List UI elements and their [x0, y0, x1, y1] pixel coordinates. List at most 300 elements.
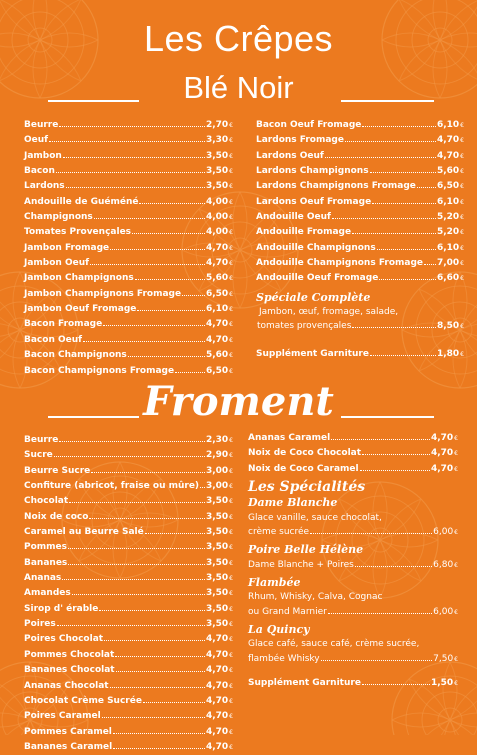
- menu-row: [24, 663, 233, 678]
- menu-row: [24, 433, 233, 448]
- rule-left-top: [48, 100, 139, 102]
- dot-leader: [132, 233, 205, 234]
- menu-row: [24, 694, 233, 709]
- item-name: Jambon: [24, 150, 62, 161]
- menu-row: [24, 333, 233, 348]
- item-price: 3,50: [205, 573, 229, 584]
- dame-blanche-line2: crème sucrée: [248, 527, 310, 538]
- item-name: Jambon Champignons Fromage: [24, 288, 182, 299]
- la-quincy-row: flambée Whisky 7,50€: [248, 652, 458, 667]
- item-price: 5,60: [205, 273, 229, 284]
- currency-symbol: €: [229, 352, 233, 360]
- dot-leader: [72, 594, 205, 595]
- dot-leader: [372, 203, 436, 204]
- currency-symbol: €: [229, 437, 233, 444]
- dot-leader: [332, 218, 436, 219]
- menu-row: [256, 210, 464, 225]
- currency-symbol: €: [460, 275, 464, 283]
- item-name: Lardons: [24, 181, 65, 192]
- item-price: 4,00: [205, 212, 229, 223]
- dot-leader: [352, 233, 436, 234]
- currency-symbol: €: [229, 605, 233, 613]
- item-price: 6,50: [205, 288, 229, 299]
- menu-row: [24, 725, 233, 740]
- la-quincy-title: La Quincy: [248, 623, 310, 637]
- flambee-line1: Rhum, Whisky, Calva, Cognac: [248, 592, 383, 603]
- dot-leader: [59, 441, 205, 442]
- item-price: 3,50: [205, 557, 229, 568]
- dot-leader: [57, 625, 205, 626]
- item-price: 3,50: [205, 166, 229, 177]
- item-name: Lardons Champignons Fromage: [256, 181, 416, 192]
- item-name: Andouille Champignons Fromage: [256, 258, 424, 269]
- currency-symbol: €: [229, 467, 233, 475]
- dot-leader: [362, 126, 436, 127]
- dot-leader: [115, 656, 205, 657]
- dot-leader: [59, 126, 205, 127]
- menu-row: [24, 133, 233, 148]
- item-name: Bacon Fromage: [24, 319, 103, 330]
- item-name: Beurre: [24, 120, 59, 130]
- la-quincy-line2: flambée Whisky: [248, 653, 320, 664]
- item-name: Jambon Champignons: [24, 273, 134, 284]
- currency-symbol: €: [229, 559, 233, 567]
- dot-leader: [62, 579, 205, 580]
- currency-symbol: €: [460, 183, 464, 191]
- dot-leader: [63, 157, 205, 158]
- currency-symbol: €: [229, 590, 233, 598]
- item-price: 4,70: [205, 695, 229, 706]
- dot-leader: [103, 325, 205, 326]
- currency-symbol: €: [229, 336, 233, 344]
- menu-row: [24, 494, 233, 509]
- menu-row: [24, 510, 233, 525]
- dot-leader: [113, 733, 205, 734]
- currency-symbol: €: [229, 728, 233, 736]
- dot-leader: [137, 310, 205, 311]
- item-price: 3,00: [205, 465, 229, 476]
- flambee-line2: ou Grand Marnier: [248, 606, 327, 617]
- dot-leader: [128, 356, 205, 357]
- item-name: Sucre: [24, 450, 53, 461]
- dot-leader: [66, 187, 205, 188]
- dot-leader: [110, 687, 205, 688]
- menu-row: [24, 648, 233, 663]
- currency-symbol: €: [229, 513, 233, 521]
- item-name: Sirop d' érable: [24, 603, 99, 614]
- menu-row: [24, 302, 233, 317]
- currency-symbol: €: [229, 122, 233, 129]
- item-price: 5,60: [436, 166, 460, 177]
- currency-symbol: €: [454, 450, 458, 458]
- dot-leader: [360, 470, 430, 471]
- dot-leader: [325, 157, 436, 158]
- currency-symbol: €: [229, 244, 233, 252]
- menu-row: [24, 571, 233, 586]
- menu-row: [256, 164, 464, 179]
- currency-symbol: €: [460, 168, 464, 176]
- item-name: Bananes Caramel: [24, 741, 113, 752]
- rule-left-froment: [48, 416, 139, 418]
- flambee-row: ou Grand Marnier 6,00€: [248, 605, 458, 620]
- speciale-line2: tomates provençales: [257, 321, 352, 332]
- dot-leader: [54, 456, 205, 457]
- currency-symbol: €: [229, 229, 233, 237]
- speciale-complete: [256, 291, 464, 335]
- dot-leader: [175, 372, 205, 373]
- poire-belle-helene-title: Poire Belle Hélène: [248, 543, 364, 557]
- menu-row: [24, 179, 233, 194]
- item-name: Lardons Fromage: [256, 135, 344, 146]
- menu-row: [256, 133, 464, 148]
- ble-noir-left-list: [24, 118, 233, 379]
- item-price: 4,70: [205, 680, 229, 691]
- item-price: 3,50: [205, 588, 229, 599]
- currency-symbol: €: [460, 152, 464, 160]
- menu-row: [24, 317, 233, 332]
- item-price: 2,70: [205, 120, 229, 130]
- froment-right-list: [248, 431, 458, 692]
- currency-symbol: €: [229, 152, 233, 160]
- item-price: 4,70: [436, 135, 460, 146]
- item-name: Chocolat Crème Sucrée: [24, 695, 142, 706]
- currency-symbol: €: [229, 651, 233, 659]
- dot-leader: [182, 295, 205, 296]
- item-name: Confiture (abricot, fraise ou mûre): [24, 481, 200, 492]
- item-price: 4,70: [205, 319, 229, 330]
- item-price: 6,50: [205, 365, 229, 376]
- dot-leader: [68, 548, 205, 549]
- menu-row: [24, 164, 233, 179]
- item-name: Noix de Coco Caramel: [248, 463, 359, 474]
- dot-leader: [116, 671, 205, 672]
- menu-row: [24, 225, 233, 240]
- rule-right-froment: [341, 416, 434, 418]
- item-price: 4,70: [205, 665, 229, 676]
- item-price: 2,90: [205, 450, 229, 461]
- menu-row: [24, 287, 233, 302]
- item-name: Bacon Oeuf: [24, 334, 83, 345]
- dot-leader: [89, 518, 204, 519]
- la-quincy-line1: Glace café, sauce café, crème sucrée,: [248, 639, 420, 650]
- dot-leader: [345, 141, 436, 142]
- menu-row: [24, 195, 233, 210]
- item-price: 6,10: [436, 196, 460, 207]
- menu-row: [24, 709, 233, 724]
- currency-symbol: €: [229, 483, 233, 491]
- menu-row: [24, 479, 233, 494]
- dot-leader: [104, 640, 205, 641]
- ble-noir-right-list: [256, 118, 464, 362]
- menu-row: [24, 348, 233, 363]
- currency-symbol: €: [460, 229, 464, 237]
- supplement-ble-name: Supplément Garniture: [256, 348, 369, 359]
- currency-symbol: €: [460, 214, 464, 222]
- flambee-price: 6,00: [433, 606, 454, 617]
- currency-symbol: €: [229, 636, 233, 644]
- item-name: Pommes Chocolat: [24, 649, 115, 660]
- dot-leader: [99, 610, 205, 611]
- dot-leader: [83, 341, 205, 342]
- menu-row: [24, 464, 233, 479]
- speciale-title: Spéciale Complète: [256, 290, 371, 304]
- item-price: 5,20: [436, 227, 460, 238]
- menu-row: [256, 256, 464, 271]
- item-name: Bacon: [24, 166, 55, 177]
- currency-symbol: €: [229, 306, 233, 314]
- item-price: 4,70: [205, 711, 229, 722]
- supplement-froment-row: Supplément Garniture 1,50€: [248, 676, 458, 691]
- supplement-froment-price: 1,50: [430, 678, 454, 689]
- item-name: Oeuf: [24, 135, 49, 146]
- dame-blanche-row: crème sucrée 6,00€: [248, 525, 458, 540]
- item-price: 3,50: [205, 619, 229, 630]
- currency-symbol: €: [229, 529, 233, 537]
- item-price: 4,70: [430, 433, 454, 443]
- item-name: Andouille Fromage: [256, 227, 352, 238]
- item-price: 3,50: [205, 181, 229, 192]
- item-price: 4,70: [436, 150, 460, 161]
- menu-row: [256, 225, 464, 240]
- menu-row: [24, 540, 233, 555]
- menu-row: [24, 556, 233, 571]
- currency-symbol: €: [229, 168, 233, 176]
- poire-belle-helene-row: Dame Blanche + Poires 6,80€: [248, 558, 458, 573]
- item-price: 3,50: [205, 603, 229, 614]
- menu-row: [24, 679, 233, 694]
- currency-symbol: €: [229, 198, 233, 206]
- item-price: 5,20: [436, 212, 460, 223]
- currency-symbol: €: [229, 367, 233, 375]
- item-name: Ananas Chocolat: [24, 680, 109, 691]
- menu-row: [24, 271, 233, 286]
- item-name: Bananes Chocolat: [24, 665, 115, 676]
- froment-left-list: [24, 433, 233, 755]
- item-name: Ananas: [24, 573, 62, 584]
- menu-row: [256, 195, 464, 210]
- item-price: 4,70: [205, 741, 229, 752]
- currency-symbol: €: [460, 137, 464, 145]
- dame-blanche-title: Dame Blanche: [248, 496, 338, 510]
- currency-symbol: €: [460, 244, 464, 252]
- currency-symbol: €: [460, 122, 464, 129]
- menu-row: [24, 617, 233, 632]
- item-name: Poires Caramel: [24, 711, 101, 722]
- menu-row: [256, 149, 464, 164]
- dot-leader: [69, 502, 205, 503]
- currency-symbol: €: [454, 465, 458, 473]
- currency-symbol: €: [229, 275, 233, 283]
- dot-leader: [143, 702, 205, 703]
- currency-symbol: €: [229, 321, 233, 329]
- menu-row: [24, 525, 233, 540]
- item-name: Lardons Oeuf Fromage: [256, 196, 372, 207]
- item-price: 4,70: [205, 334, 229, 345]
- menu-row: [24, 740, 233, 755]
- currency-symbol: €: [454, 435, 458, 442]
- dot-leader: [362, 454, 430, 455]
- dot-leader: [113, 748, 205, 749]
- menu-row: [248, 446, 458, 461]
- dot-leader: [417, 187, 436, 188]
- item-name: Pommes: [24, 542, 67, 553]
- item-price: 3,50: [205, 496, 229, 507]
- menu-row: [256, 241, 464, 256]
- currency-symbol: €: [460, 260, 464, 268]
- item-price: 6,10: [436, 242, 460, 253]
- dot-leader: [94, 218, 205, 219]
- supplement-ble-row: Supplément Garniture 1,80€: [256, 347, 464, 362]
- specialites-title: Les Spécialités: [248, 479, 366, 496]
- currency-symbol: €: [229, 260, 233, 268]
- dot-leader: [424, 264, 436, 265]
- currency-symbol: €: [229, 697, 233, 705]
- item-price: 4,70: [205, 649, 229, 660]
- item-name: Champignons: [24, 212, 93, 223]
- rule-right-top: [341, 100, 434, 102]
- currency-symbol: €: [229, 713, 233, 721]
- menu-row: [24, 118, 233, 133]
- dot-leader: [379, 279, 436, 280]
- item-price: 4,70: [430, 463, 454, 474]
- item-price: 4,70: [205, 242, 229, 253]
- item-price: 3,50: [205, 150, 229, 161]
- item-name: Andouille Oeuf Fromage: [256, 273, 379, 284]
- flambee-title: Flambée: [248, 576, 301, 590]
- item-name: Andouille de Guéméné: [24, 196, 139, 207]
- dot-leader: [377, 249, 436, 250]
- menu-row: [256, 118, 464, 133]
- dot-leader: [200, 487, 205, 488]
- title-froment: Froment: [143, 378, 334, 425]
- item-name: Andouille Oeuf: [256, 212, 331, 223]
- menu-row: [24, 149, 233, 164]
- item-price: 3,50: [205, 511, 229, 522]
- menu-row: [248, 462, 458, 477]
- item-price: 6,50: [436, 181, 460, 192]
- menu-row: [24, 256, 233, 271]
- item-name: Poires: [24, 619, 56, 630]
- item-name: Bananes: [24, 557, 68, 568]
- currency-symbol: €: [460, 198, 464, 206]
- currency-symbol: €: [229, 214, 233, 222]
- speciale-line1: Jambon, œuf, fromage, salade,: [259, 307, 399, 318]
- item-price: 4,00: [205, 196, 229, 207]
- speciale-price: 8,50: [436, 321, 460, 332]
- speciale-row: tomates provençales 8,50€: [256, 319, 464, 334]
- item-price: 6,10: [205, 304, 229, 315]
- item-name: Chocolat: [24, 496, 69, 507]
- item-name: Poires Chocolat: [24, 634, 104, 645]
- dot-leader: [102, 717, 205, 718]
- title-les-crepes: Les Crêpes: [143, 18, 334, 59]
- item-price: 4,70: [205, 726, 229, 737]
- dot-leader: [139, 203, 204, 204]
- item-name: Lardons Champignons: [256, 166, 369, 177]
- supplement-froment-name: Supplément Garniture: [248, 678, 361, 689]
- item-price: 6,60: [436, 273, 460, 284]
- item-name: Beurre: [24, 435, 59, 445]
- currency-symbol: €: [229, 137, 233, 145]
- item-price: 4,70: [205, 634, 229, 645]
- item-name: Beurre Sucre: [24, 465, 91, 476]
- item-name: Bacon Oeuf Fromage: [256, 120, 362, 130]
- menu-row: [24, 210, 233, 225]
- menu-row: [24, 602, 233, 617]
- menu-row: [24, 632, 233, 647]
- currency-symbol: €: [229, 183, 233, 191]
- dame-blanche-price: 6,00: [433, 527, 454, 538]
- item-price: 6,10: [436, 120, 460, 130]
- currency-symbol: €: [229, 575, 233, 583]
- supplement-ble-price: 1,80: [436, 348, 460, 359]
- currency-symbol: €: [229, 290, 233, 298]
- item-name: Noix de coco: [24, 511, 89, 522]
- dame-blanche-line1: Glace vanille, sauce chocolat,: [248, 512, 382, 523]
- item-name: Bacon Champignons Fromage: [24, 365, 175, 376]
- item-name: Jambon Oeuf: [24, 258, 90, 269]
- menu-row: [256, 179, 464, 194]
- item-name: Lardons Oeuf: [256, 150, 324, 161]
- item-price: 5,60: [205, 350, 229, 361]
- item-name: Tomates Provençales: [24, 227, 132, 238]
- item-price: 3,30: [205, 135, 229, 146]
- dot-leader: [110, 249, 205, 250]
- item-name: Jambon Fromage: [24, 242, 110, 253]
- title-ble-noir: Blé Noir: [183, 70, 294, 105]
- currency-symbol: €: [229, 667, 233, 675]
- item-price: 2,30: [205, 435, 229, 445]
- item-name: Ananas Caramel: [248, 433, 331, 443]
- la-quincy-price: 7,50: [433, 653, 454, 664]
- currency-symbol: €: [229, 621, 233, 629]
- menu-row: [24, 448, 233, 463]
- menu-row: [24, 241, 233, 256]
- currency-symbol: €: [229, 743, 233, 751]
- currency-symbol: €: [229, 452, 233, 460]
- dot-leader: [91, 472, 205, 473]
- item-price: 4,70: [205, 258, 229, 269]
- item-name: Pommes Caramel: [24, 726, 112, 737]
- menu-row: [248, 431, 458, 446]
- menu-row: [256, 271, 464, 286]
- item-name: Noix de Coco Chocolat: [248, 448, 362, 459]
- currency-symbol: €: [229, 544, 233, 552]
- item-name: Amandes: [24, 588, 71, 599]
- item-name: Bacon Champignons: [24, 350, 127, 361]
- dot-leader: [68, 564, 205, 565]
- menu-row: [24, 586, 233, 601]
- dot-leader: [49, 141, 205, 142]
- item-price: 3,50: [205, 542, 229, 553]
- currency-symbol: €: [229, 682, 233, 690]
- poire-belle-helene-line1: Dame Blanche + Poires: [248, 559, 354, 570]
- dot-leader: [135, 279, 205, 280]
- item-price: 4,70: [430, 448, 454, 459]
- item-price: 3,00: [205, 481, 229, 492]
- item-price: 4,00: [205, 227, 229, 238]
- item-name: Jambon Oeuf Fromage: [24, 304, 137, 315]
- dot-leader: [90, 264, 205, 265]
- dot-leader: [145, 533, 205, 534]
- item-price: 3,50: [205, 527, 229, 538]
- poire-belle-helene-price: 6,80: [433, 559, 454, 570]
- dot-leader: [56, 172, 205, 173]
- item-name: Andouille Champignons: [256, 242, 376, 253]
- menu-row: [24, 364, 233, 379]
- currency-symbol: €: [229, 498, 233, 506]
- item-name: Caramel au Beurre Salé: [24, 527, 144, 538]
